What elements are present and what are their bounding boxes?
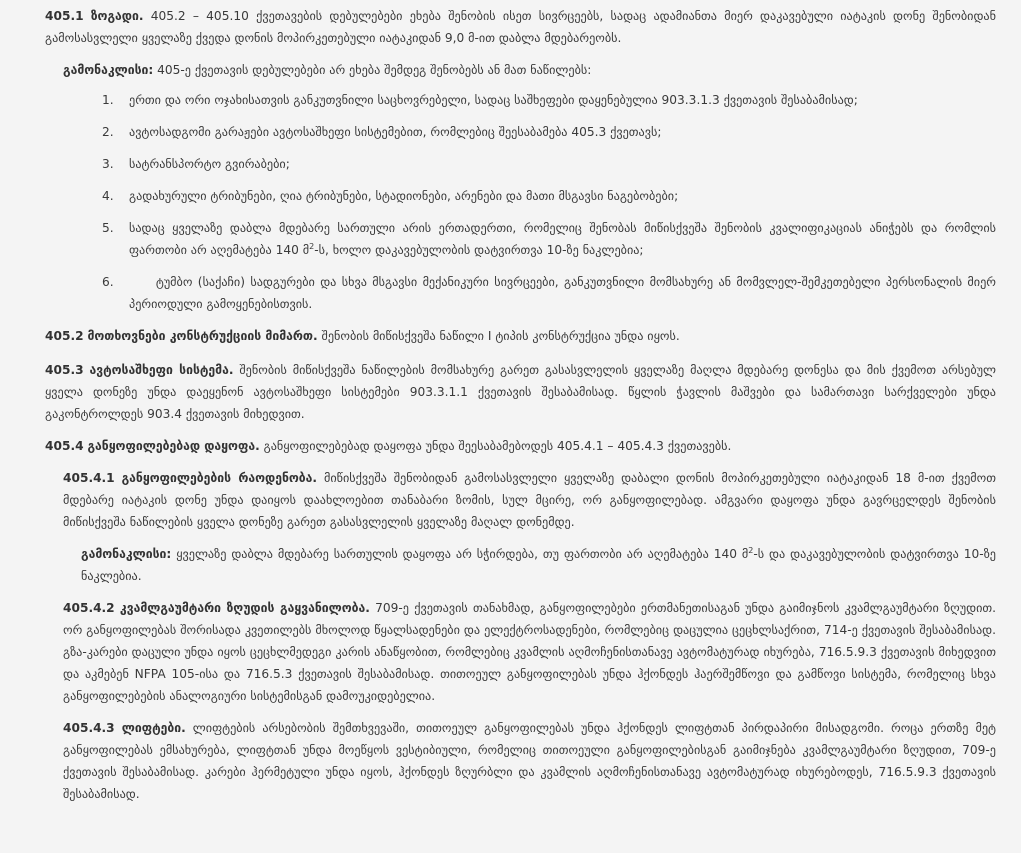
section-text: 405.2 – 405.10 ქვეთავების დებულებები ეხება შენობის ისეთ სივრცეებს, სადაც ადამიანთა მიერ დაკავებული იატაკის დონე შენობიდან გამოსასვლელი ყველაზე ქვედა დონის მოპირკეთებული იატაკიდან 9,0 მ-ით დაბლა მდებარეობს.	[45, 9, 996, 45]
section-405-1	[45, 5, 996, 49]
list-item-text: სადაც ყველაზე დაბლა მდებარე სართული არის ერთადერთი, რომელიც შენობას მიწისქვეშა შენობის კვალიფიკაციას ანიჭებს და რომლის ფართობი არ აღემატება 140 მ$^2$-ს, ხოლო დაკავებულობის დატვირთვა 10-ზე ნაკლებია;	[129, 221, 996, 257]
exception-label: გამონაკლისი:	[63, 63, 154, 77]
exception-label: გამონაკლისი:	[81, 547, 172, 561]
list-item	[102, 185, 996, 207]
list-item-text: ტუმბო (საქაჩი) სადგურები და სხვა მსგავსი მექანიკური სივრცეები, განკუთვნილი მომსახურე ან მომვლელ-შემკეთებელი პერსონალის მიერ პერიოდული გამოყენებისთვის.	[129, 275, 1000, 311]
list-item	[102, 121, 996, 143]
section-405-4-3	[63, 717, 996, 805]
list-item-text: ერთი და ორი ოჯახისათვის განკუთვნილი საცხოვრებელი, სადაც საშხეფები დაყენებულია 903.3.1.3 ქვეთავის შესაბამისად;	[129, 93, 858, 107]
list-item-number: 2.	[102, 125, 114, 139]
list-item	[102, 271, 1000, 315]
section-title: ლიფტები.	[121, 721, 186, 735]
exception-1	[63, 59, 996, 81]
list-item	[102, 217, 996, 261]
list-item-number: 1.	[102, 93, 114, 107]
section-number: 405.4	[45, 439, 84, 453]
section-text: ლიფტების არსებობის შემთხვევაში, თითოეულ განყოფილებას უნდა ჰქონდეს ლიფტთან პირდაპირი მისადგომი. როცა ერთზე მეტ განყოფილებას ემსახურება, ლიფტთან უნდა მოეწყოს ვესტიბიული, რომელიც თითოეული განყოფილებისგან გაიმიჯნება კვამლგაუმტარი ზღუდით, 709-ე ქვეთავის შესაბამისად. კარები ჰერმეტული უნდა იყოს, ჰქონდეს ზღურბლი და კვამლის აღმოჩენისთანავე ავტომატურად იხურებოდეს, 716.5.9.3 ქვეთავის შესაბამისად.	[63, 721, 997, 801]
section-number: 405.2	[45, 329, 84, 343]
section-title: ავტოსაშხეფი სისტემა.	[89, 363, 234, 377]
list-item	[102, 153, 996, 175]
section-title: მოთხოვნები კონსტრუქციის მიმართ.	[87, 329, 318, 343]
list-item-text: ავტოსადგომი გარაჟები ავტოსაშხეფი სისტემებით, რომლებიც შეესაბამება 405.3 ქვეთავს;	[129, 125, 662, 139]
section-number: 405.4.3	[63, 721, 115, 735]
section-number: 405.4.1	[63, 471, 115, 485]
exception-list	[45, 89, 1000, 315]
section-405-4	[45, 435, 996, 457]
section-text: მიწისქვეშა შენობიდან გამოსასვლელი ყველაზე დაბალი დონის მოპირკეთებული იატაკიდან 18 მ-ით ქვემოთ მდებარე იატაკის დონე უნდა დაიყოს დაახლოებით თანაბარი ზომის, სულ მცირე, ორ განყოფილებად. ამგვარი დაყოფა უნდა გავრცელდეს შენობის მიწისქვეშა ნაწილების ყველა დონეზე გარეთ გასასვლელის ყველაზე მაღალ დონემდე.	[63, 471, 996, 529]
section-text: განყოფილებებად დაყოფა უნდა შეესაბამებოდეს 405.4.1 – 405.4.3 ქვეთავებს.	[259, 439, 732, 453]
list-item-number: 4.	[102, 189, 114, 203]
section-title: ზოგადი.	[90, 9, 144, 23]
section-405-4-2	[63, 597, 996, 707]
section-number: 405.3	[45, 363, 84, 377]
list-item-text: სატრანსპორტო გვირაბები;	[129, 157, 290, 171]
section-text: 709-ე ქვეთავის თანახმად, განყოფილებები ერთმანეთისაგან უნდა გაიმიჯნოს კვამლგაუმტარი ზღუდით. ორ განყოფილებას შორისადა კვეთილებს მხოლოდ წყალსადენები და ელექტროსადენები, რომლებიც დაცულია ცეცხლსაქრით, 714-ე ქვეთავის შესაბამისად. გზა-კარები დაცული უნდა იყოს ცეცხლმედეგი კარის ანაწყობით, რომლებიც კვამლის აღმოჩენისთანავე ავტომატურად იხურება, 716.5.9.3 ქვეთავის მიხედვით და აკმებენ NFPA 105-ისა და 716.5.3 ქვეთავის შესაბამისად. თითოეულ განყოფილებას უნდა ჰქონდეს ჰაერშემწოვი და გამწოვი სისტემა, რომელიც სხვა განყოფილებების ანალოგიური სისტემისგან დამოუკიდებელია.	[63, 601, 997, 703]
section-title: განყოფილებებად დაყოფა.	[87, 439, 260, 453]
section-405-2	[45, 325, 996, 347]
exception-text: 405-ე ქვეთავის დებულებები არ ეხება შემდეგ შენობებს ან მათ ნაწილებს:	[153, 63, 592, 77]
section-405-3	[45, 359, 996, 425]
section-title: კვამლგაუმტარი ზღუდის გაყვანილობა.	[119, 601, 370, 615]
list-item-number: 3.	[102, 157, 114, 171]
list-item-text: გადახურული ტრიბუნები, ღია ტრიბუნები, სტადიონები, არენები და მათი მსგავსი ნაგებობები;	[129, 189, 679, 203]
list-item-number: 6.	[102, 275, 114, 289]
section-405-4-1	[63, 467, 996, 533]
section-number: 405.4.2	[63, 601, 115, 615]
list-item	[102, 89, 996, 111]
section-text: შენობის მიწისქვეშა ნაწილი I ტიპის კონსტრუქცია უნდა იყოს.	[317, 329, 680, 343]
section-text: შენობის მიწისქვეშა ნაწილების მომსახურე გარეთ გასასვლელის ყველაზე მაღლა მდებარე დონესა და მის ქვემოთ არსებულ ყველა დონეზე უნდა დაეყენონ ავტოსაშხეფი სისტემები 903.3.1.1 ქვეთავის შესაბამისად. წყლის ჭავლის მაშვები და სამართავი სარქველები უნდა გაკონტროლდეს 903.4 ქვეთავის მიხედვით.	[45, 363, 997, 421]
exception-2: გამონაკლისი: ყველაზე დაბლა მდებარე სართულის დაყოფა არ სჭირდება, თუ ფართობი არ აღემატება 140 მ$^2$-ს და დაკავებულობის დატვირთვა 10-ზე ნაკლებია.	[81, 545, 996, 583]
section-number: 405.1	[45, 9, 84, 23]
list-item-number: 5.	[102, 221, 114, 235]
section-title: განყოფილებების რაოდენობა.	[121, 471, 318, 485]
